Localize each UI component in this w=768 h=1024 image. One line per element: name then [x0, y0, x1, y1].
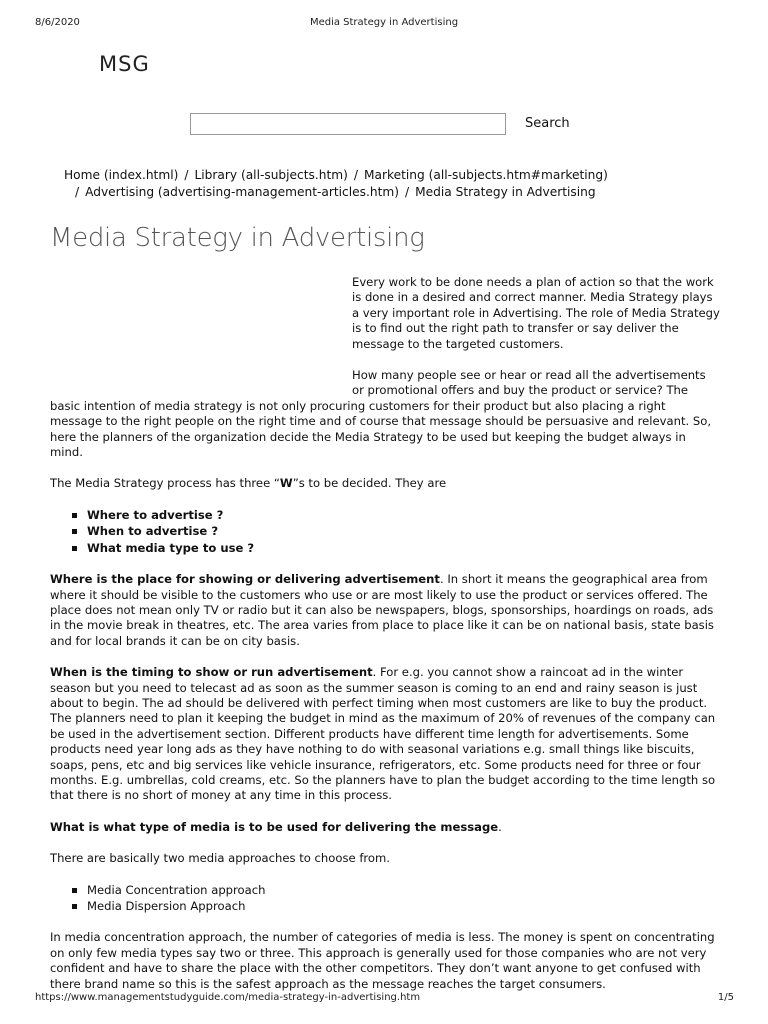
site-logo[interactable]: MSG	[99, 52, 150, 76]
page-title: Media Strategy in Advertising	[50, 223, 425, 253]
search-button[interactable]: Search	[525, 116, 570, 131]
three-w-text-before: The Media Strategy process has three “	[50, 476, 280, 491]
three-w-text-after: ”s to be decided. They are	[292, 476, 447, 491]
list-item: What media type to use ?	[72, 541, 720, 556]
paragraph-concentration: In media concentration approach, the number of categories of media is less. The money is spent on concentrating on only few media types say two or three. This approach is generally used for those companies who are not very confident and have to share the place with the other competitors. They don’t want anyone to get confused with there brand name so this is the safest approach as the message reaches the target consumers.	[50, 930, 715, 991]
intro-paragraph: Every work to be done needs a plan of action so that the work is done in a desired and correct manner. Media Strategy plays a very important role in Advertising. The role of Media Strategy is to find out the right path to transfer or say deliver the message to the targeted customers.	[352, 275, 720, 351]
list-item: Where to advertise ?	[72, 508, 720, 523]
paragraph-approaches-intro: There are basically two media approaches to choose from.	[50, 851, 390, 866]
breadcrumb-marketing[interactable]: Marketing (all-subjects.htm#marketing)	[364, 168, 608, 182]
breadcrumb-library[interactable]: Library (all-subjects.htm)	[194, 168, 348, 182]
breadcrumb-advertising[interactable]: Advertising (advertising-management-articles.htm)	[85, 185, 399, 199]
three-w-letter: W	[279, 476, 293, 491]
what-heading: What is what type of media is to be used for delivering the message	[50, 819, 499, 834]
list-item: Media Concentration approach	[72, 883, 720, 898]
image-placeholder	[50, 275, 352, 395]
list-item: Media Dispersion Approach	[72, 899, 720, 914]
print-date: 8/6/2020	[35, 17, 80, 28]
page-number: 1/5	[717, 992, 734, 1003]
paragraph-three-w	[50, 476, 720, 491]
when-heading: When is the timing to show or run advertisement	[50, 665, 373, 680]
w-list	[50, 508, 720, 556]
print-header	[0, 17, 768, 31]
list-item: When to advertise ?	[72, 524, 720, 539]
print-url: https://www.managementstudyguide.com/media-strategy-in-advertising.htm	[35, 992, 421, 1003]
paragraph-where: Where is the place for showing or delivering advertisement. In short it means the geographical area from where it should be visible to the customers who use or are most likely to use the product or services offered. The place does not mean only TV or radio but it can also be newspapers, blogs, sponsorships, hoardings on roads, ads in the movie break in theatres, etc. The area varies from place to place like it can be on national basis, state basis and for local brands it can be on city basis.	[50, 572, 714, 648]
breadcrumb	[64, 167, 624, 201]
where-heading: Where is the place for showing or delivering advertisement	[50, 572, 440, 587]
paragraph-intention: How many people see or hear or read all the advertisements or promotional offers and buy the product or service? The basic intention of media strategy is not only procuring customers for their product but also placing a right message to the right people on the right time and of course that message should be persuasive and relevant. So, here the planners of the organization decide the Media Strategy to be used but keeping the budget always in mind.	[50, 368, 712, 460]
article-body	[50, 275, 720, 1008]
breadcrumb-separator: /	[184, 168, 189, 182]
search-input[interactable]	[190, 113, 506, 135]
breadcrumb-separator: /	[353, 168, 358, 182]
paragraph-when: When is the timing to show or run advertisement. For e.g. you cannot show a raincoat ad in the winter season but you need to telecast ad as soon as the summer season is coming to an end and rainy season is just about to begin. The ad should be delivered with perfect timing when most customers are like to buy the product. The planners need to plan it keeping the budget in mind as the maximum of 20% of revenues of the company can be used in the advertisement section. Different products have different time length for advertisements. Some products need year long ads as they have nothing to do with seasonal variations e.g. small things like biscuits, soaps, pens, etc and big services like vehicle insurance, refrigerators, etc. Some products need for three or four months. E.g. umbrellas, cold creams, etc. So the planners have to plan the budget according to the time length so that there is no short of money at any time in this process.	[50, 665, 716, 803]
breadcrumb-home[interactable]: Home (index.html)	[64, 168, 179, 182]
print-title: Media Strategy in Advertising	[309, 17, 459, 28]
breadcrumb-separator: /	[405, 185, 410, 199]
breadcrumb-current: Media Strategy in Advertising	[415, 185, 596, 199]
approaches-list	[50, 883, 720, 915]
breadcrumb-separator: /	[75, 185, 80, 199]
paragraph-what: What is what type of media is to be used for delivering the message.	[50, 819, 502, 834]
